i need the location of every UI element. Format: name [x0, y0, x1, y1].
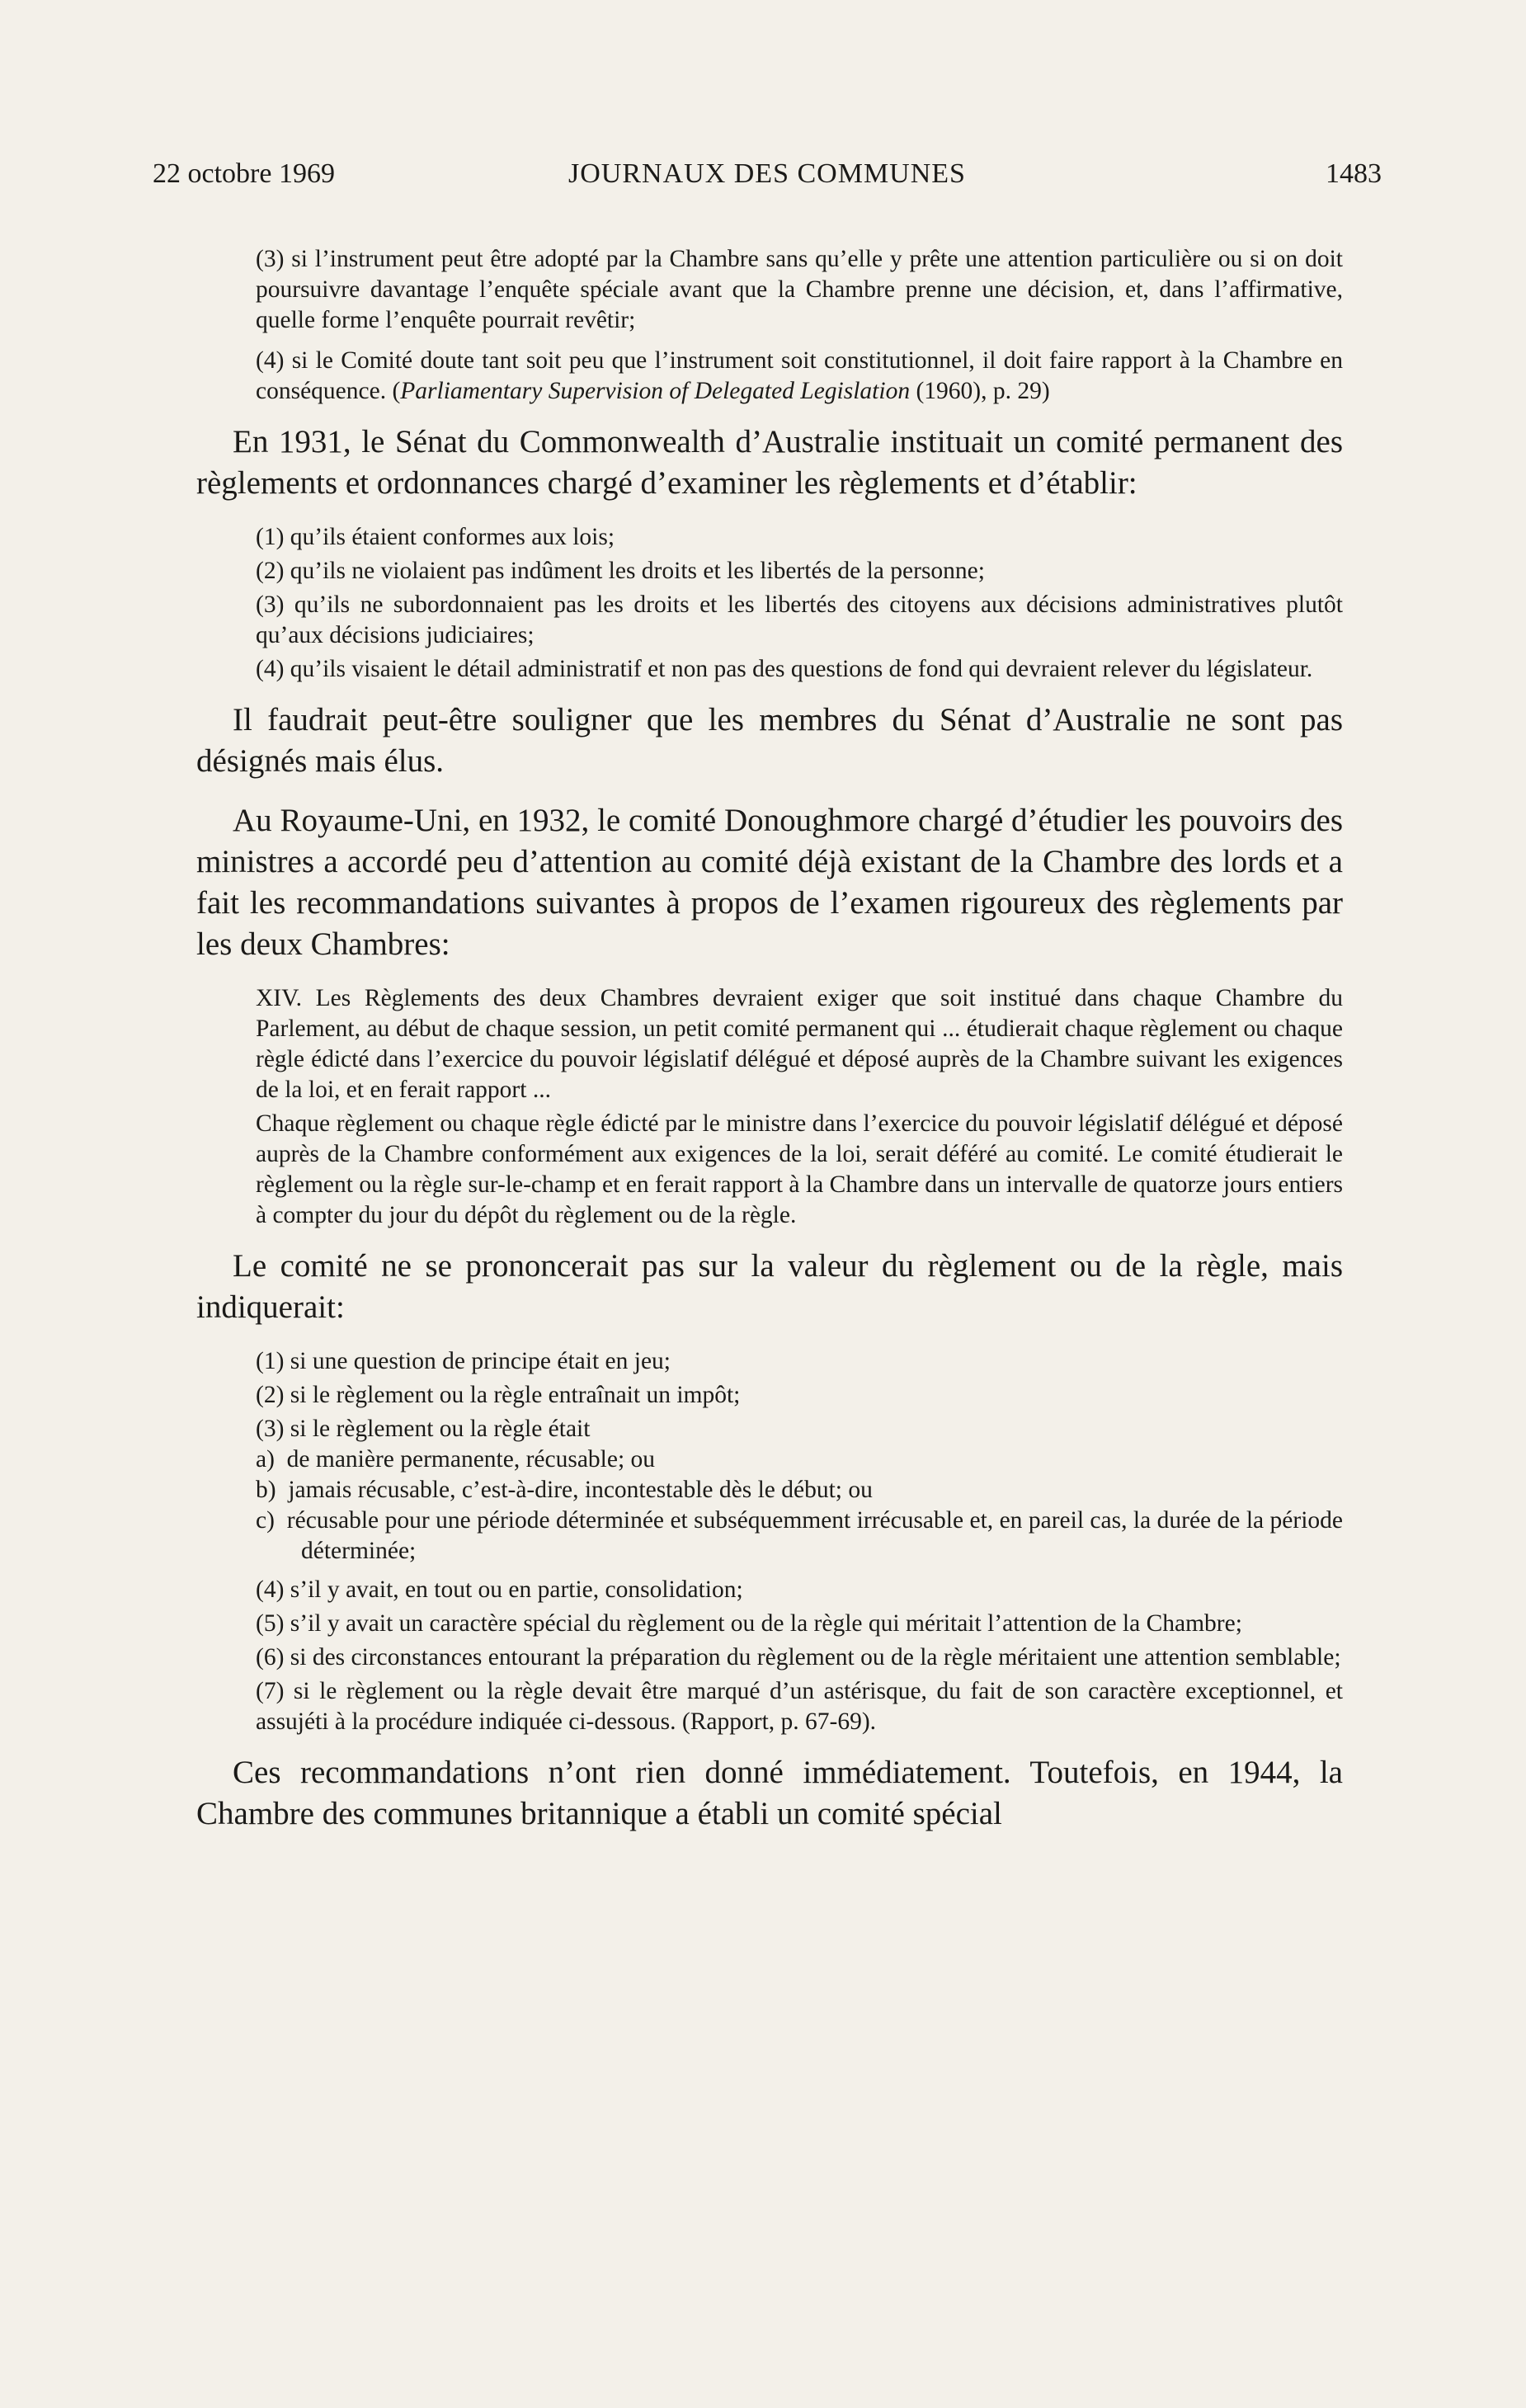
sub-item-a: a) de manière permanente, récusable; ou	[256, 1446, 656, 1473]
recommendation-xiv: XIV. Les Règlements des deux Chambres devraient exiger que soit institué dans chaque Chambre du Parlement, au début de chaque session, un petit comité permanent qui ... étudierait chaque règlement ou chaque règle édicté dans l’exercice du pouvoir législatif délégué et déposé auprès de la Chambre suivant les exigences de la loi, et en ferait rapport ...	[256, 985, 1343, 1103]
list-item: (2) si le règlement ou la règle entraînait un impôt;	[256, 1382, 741, 1408]
list-item: (1) si une question de principe était en jeu;	[256, 1348, 671, 1374]
running-header	[153, 158, 1382, 200]
paragraph-uk: Au Royaume-Uni, en 1932, le comité Donoughmore chargé d’étudier les pouvoirs des ministres a accordé peu d’attention au comité déjà existant de la Chambre des lords et a fait les recommandations suivantes à propos de l’examen rigoureux des règlements par les deux Chambres:	[196, 803, 1343, 962]
list-item: (1) qu’ils étaient conformes aux lois;	[256, 524, 615, 550]
paragraph-senate-note: Il faudrait peut-être souligner que les membres du Sénat d’Australie ne sont pas désignés mais élus.	[196, 702, 1343, 779]
list-item: (4) qu’ils visaient le détail administratif et non pas des questions de fond qui devraient relever du législateur.	[256, 656, 1313, 682]
list-item: (3) si le règlement ou la règle était	[256, 1416, 591, 1442]
quote-item-3: (3) si l’instrument peut être adopté par la Chambre sans qu’elle y prête une attention particulière ou si on doit poursuivre davantage l’enquête spéciale avant que la Chambre prenne une décision, et, dans l’affirmative, quelle forme l’enquête pourrait revêtir;	[256, 246, 1343, 333]
list-item: (2) qu’ils ne violaient pas indûment les droits et les libertés de la personne;	[256, 558, 985, 584]
quote-item-4: (4) si le Comité doute tant soit peu que l’instrument soit constitutionnel, il doit faire rapport à la Chambre en conséquence. (Parliamentary Supervision of Delegated Legislation (1960), p. 29)	[256, 347, 1343, 404]
sub-item-c: c) récusable pour une période déterminée et subséquemment irrécusable et, en pareil cas, la durée de la période déterminée;	[256, 1507, 1344, 1564]
paragraph-australia: En 1931, le Sénat du Commonwealth d’Australie instituait un comité permanent des règlements et ordonnances chargé d’examiner les règlements et d’établir:	[196, 424, 1343, 501]
header-title: JOURNAUX DES COMMUNES	[568, 158, 966, 189]
recommendation-text: Chaque règlement ou chaque règle édicté par le ministre dans l’exercice du pouvoir législatif délégué et déposé auprès de la Chambre conformément aux exigences de la loi, serait déféré au comité. Le comité étudierait le règlement ou la règle sur-le-champ et en ferait rapport à la Chambre dans un intervalle de quatorze jours entiers à compter du jour du dépôt du règlement ou de la règle.	[256, 1110, 1343, 1228]
page-number: 1483	[1326, 158, 1382, 189]
sub-item-b: b) jamais récusable, c’est-à-dire, incontestable dès le début; ou	[256, 1477, 873, 1503]
header-date: 22 octobre 1969	[153, 158, 335, 189]
citation-title: Parliamentary Supervision of Delegated Legislation	[400, 378, 911, 404]
list-item: (4) s’il y avait, en tout ou en partie, consolidation;	[256, 1576, 743, 1603]
list-item: (5) s’il y avait un caractère spécial du règlement ou de la règle qui méritait l’attention de la Chambre;	[256, 1610, 1242, 1637]
paragraph-outcome: Ces recommandations n’ont rien donné immédiatement. Toutefois, en 1944, la Chambre des communes britannique a établi un comité spécial	[196, 1755, 1343, 1831]
list-item: (6) si des circonstances entourant la préparation du règlement ou de la règle méritaient une attention semblable;	[256, 1644, 1341, 1671]
page-body	[196, 244, 1343, 1853]
list-item: (3) qu’ils ne subordonnaient pas les droits et les libertés des citoyens aux décisions administratives plutôt qu’aux décisions judiciaires;	[256, 591, 1343, 648]
paragraph-committee: Le comité ne se prononcerait pas sur la valeur du règlement ou de la règle, mais indiquerait:	[196, 1248, 1343, 1325]
list-item: (7) si le règlement ou la règle devait être marqué d’un astérisque, du fait de son caractère exceptionnel, et assujéti à la procédure indiquée ci-dessous. (Rapport, p. 67-69).	[256, 1678, 1343, 1735]
